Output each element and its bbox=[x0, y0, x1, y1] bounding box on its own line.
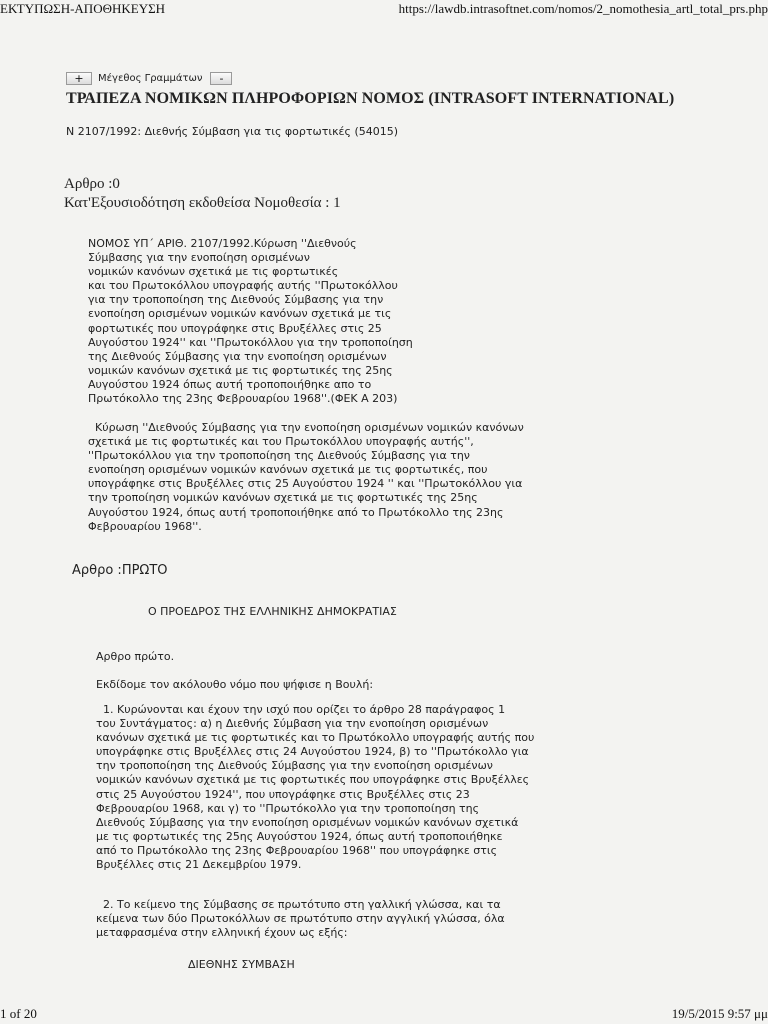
font-size-label: Μέγεθος Γραμμάτων bbox=[98, 73, 203, 84]
page-counter: 1 of 20 bbox=[0, 1006, 37, 1021]
paragraph-two: 2. Το κείμενο της Σύμβασης σε πρωτότυπο στη γαλλική γλώσσα, και τα κείμενα των δύο Πρωτοκόλλων σε πρωτότυπο στην αγγλική γλώσσα, όλα μεταφρασμένα στην ελληνική έχουν ως εξής: bbox=[96, 898, 505, 940]
decrease-font-button[interactable]: - bbox=[210, 72, 232, 85]
print-datetime: 19/5/2015 9:57 μμ bbox=[671, 1006, 768, 1021]
increase-font-button[interactable]: + bbox=[66, 72, 92, 85]
president-heading: Ο ΠΡΟΕΔΡΟΣ ΤΗΣ ΕΛΛΗΝΙΚΗΣ ΔΗΜΟΚΡΑΤΙΑΣ bbox=[148, 605, 397, 618]
enactment-formula: Εκδίδομε τον ακόλουθο νόμο που ψήφισε η Βουλή: bbox=[96, 678, 374, 691]
delegated-legislation-count: Κατ'Εξουσιοδότηση εκδοθείσα Νομοθεσία : 1 bbox=[64, 195, 341, 211]
page-title: ΤΡΑΠΕΖΑ ΝΟΜΙΚΩΝ ΠΛΗΡΟΦΟΡΙΩΝ ΝΟΜΟΣ (INTRASOFT INTERNATIONAL) bbox=[66, 90, 675, 107]
ratification-summary-text: Κύρωση ''Διεθνούς Σύμβασης για την ενοποίηση ορισμένων νομικών κανόνων σχετικά με τις φορτωτικές και του Πρωτοκόλλου υπογραφής αυτής'', ''Πρωτοκόλλου για την τροποποίηση της Διεθνούς Σύμβασης για την ενοποίηση ορισμένων νομικών κανόνων σχετικά με τις φορτωτικές, που υπογράφηκε στις Βρυξέλλες στις 25 Αυγούστου 1924 '' και ''Πρωτοκόλλου για την τροποίηση νομικών κανόνων σχετικά με τις φορτωτικές της 25ης Αυγούστου 1924, όπως αυτή τροποποιήθηκε από το Πρωτόκολλο της 23ης Φεβρουαρίου 1968''. bbox=[88, 421, 524, 533]
article-one-heading: Αρθρο :ΠΡΩΤΟ bbox=[72, 563, 168, 578]
print-header-title: ΕΚΤΥΠΩΣΗ-ΑΠΟΘΗΚΕΥΣΗ bbox=[0, 1, 166, 16]
law-header-text: ΝΟΜΟΣ ΥΠ΄ ΑΡΙΘ. 2107/1992.Κύρωση ''Διεθνούς Σύμβασης για την ενοποίηση ορισμένων νομικών κανόνων σχετικά με τις φορτωτικές και του Πρωτοκόλλου υπογραφής αυτής ''Πρωτοκόλλου για την τροποποίηση της Διεθνούς Σύμβασης για την ενοποίηση ορισμένων νομικών κανόνων σχετικά με τις φορτωτικές που υπογράφηκε στις Βρυξέλλες στις 25 Αυγούστου 1924'' και ''Πρωτοκόλλου για την τροποποίηση της Διεθνούς Σύμβασης για την ενοποίηση ορισμένων νομικών κανόνων σχετικά με τις φορτωτικές της 25ης Αυγούστου 1924 όπως αυτή τροποποιήθηκε απο το Πρωτόκολλο της 23ης Φεβρουαρίου 1968''.(ΦΕΚ Α 203) bbox=[88, 237, 413, 406]
article-first-label: Αρθρο πρώτο. bbox=[96, 650, 175, 663]
font-size-controls bbox=[66, 72, 232, 85]
article-zero-heading: Αρθρο :0 bbox=[64, 176, 120, 192]
convention-heading: ΔΙΕΘΝΗΣ ΣΥΜΒΑΣΗ bbox=[188, 958, 295, 971]
paragraph-one: 1. Κυρώνονται και έχουν την ισχύ που ορίζει το άρθρο 28 παράγραφος 1 του Συντάγματος: α) η Διεθνής Σύμβαση για την ενοποίηση ορισμένων κανόνων σχετικά με τις φορτωτικές και το Πρωτόκολλο υπογραφής αυτής που υπογράφηκε στις Βρυξέλλες στις 24 Αυγούστου 1924, β) το ''Πρωτόκολλο για την τροποποίηση της Διεθνούς Σύμβασης για την ενοποίηση ορισμένων νομικών κανόνων σχετικά με τις φορτωτικές που υπογράφηκε στις Βρυξέλλες στις 25 Αυγούστου 1924'', που υπογράφηκε στις Βρυξέλλες στις 23 Φεβρουαρίου 1968, και γ) το ''Πρωτόκολλο για την τροποποίηση της Διεθνούς Σύμβασης για την ενοποίηση ορισμένων νομικών κανόνων σχετικά με τις φορτωτικές της 25ης Αυγούστου 1924, όπως αυτή τροποποιήθηκε από το Πρωτόκολλο της 23ης Φεβρουαρίου 1968'' που υπογράφηκε στις Βρυξέλλες στις 21 Δεκεμβρίου 1979. bbox=[96, 703, 535, 872]
print-header-url: https://lawdb.intrasoftnet.com/nomos/2_nomothesia_artl_total_prs.php bbox=[398, 1, 768, 16]
law-title: Ν 2107/1992: Διεθνής Σύμβαση για τις φορτωτικές (54015) bbox=[66, 125, 399, 138]
